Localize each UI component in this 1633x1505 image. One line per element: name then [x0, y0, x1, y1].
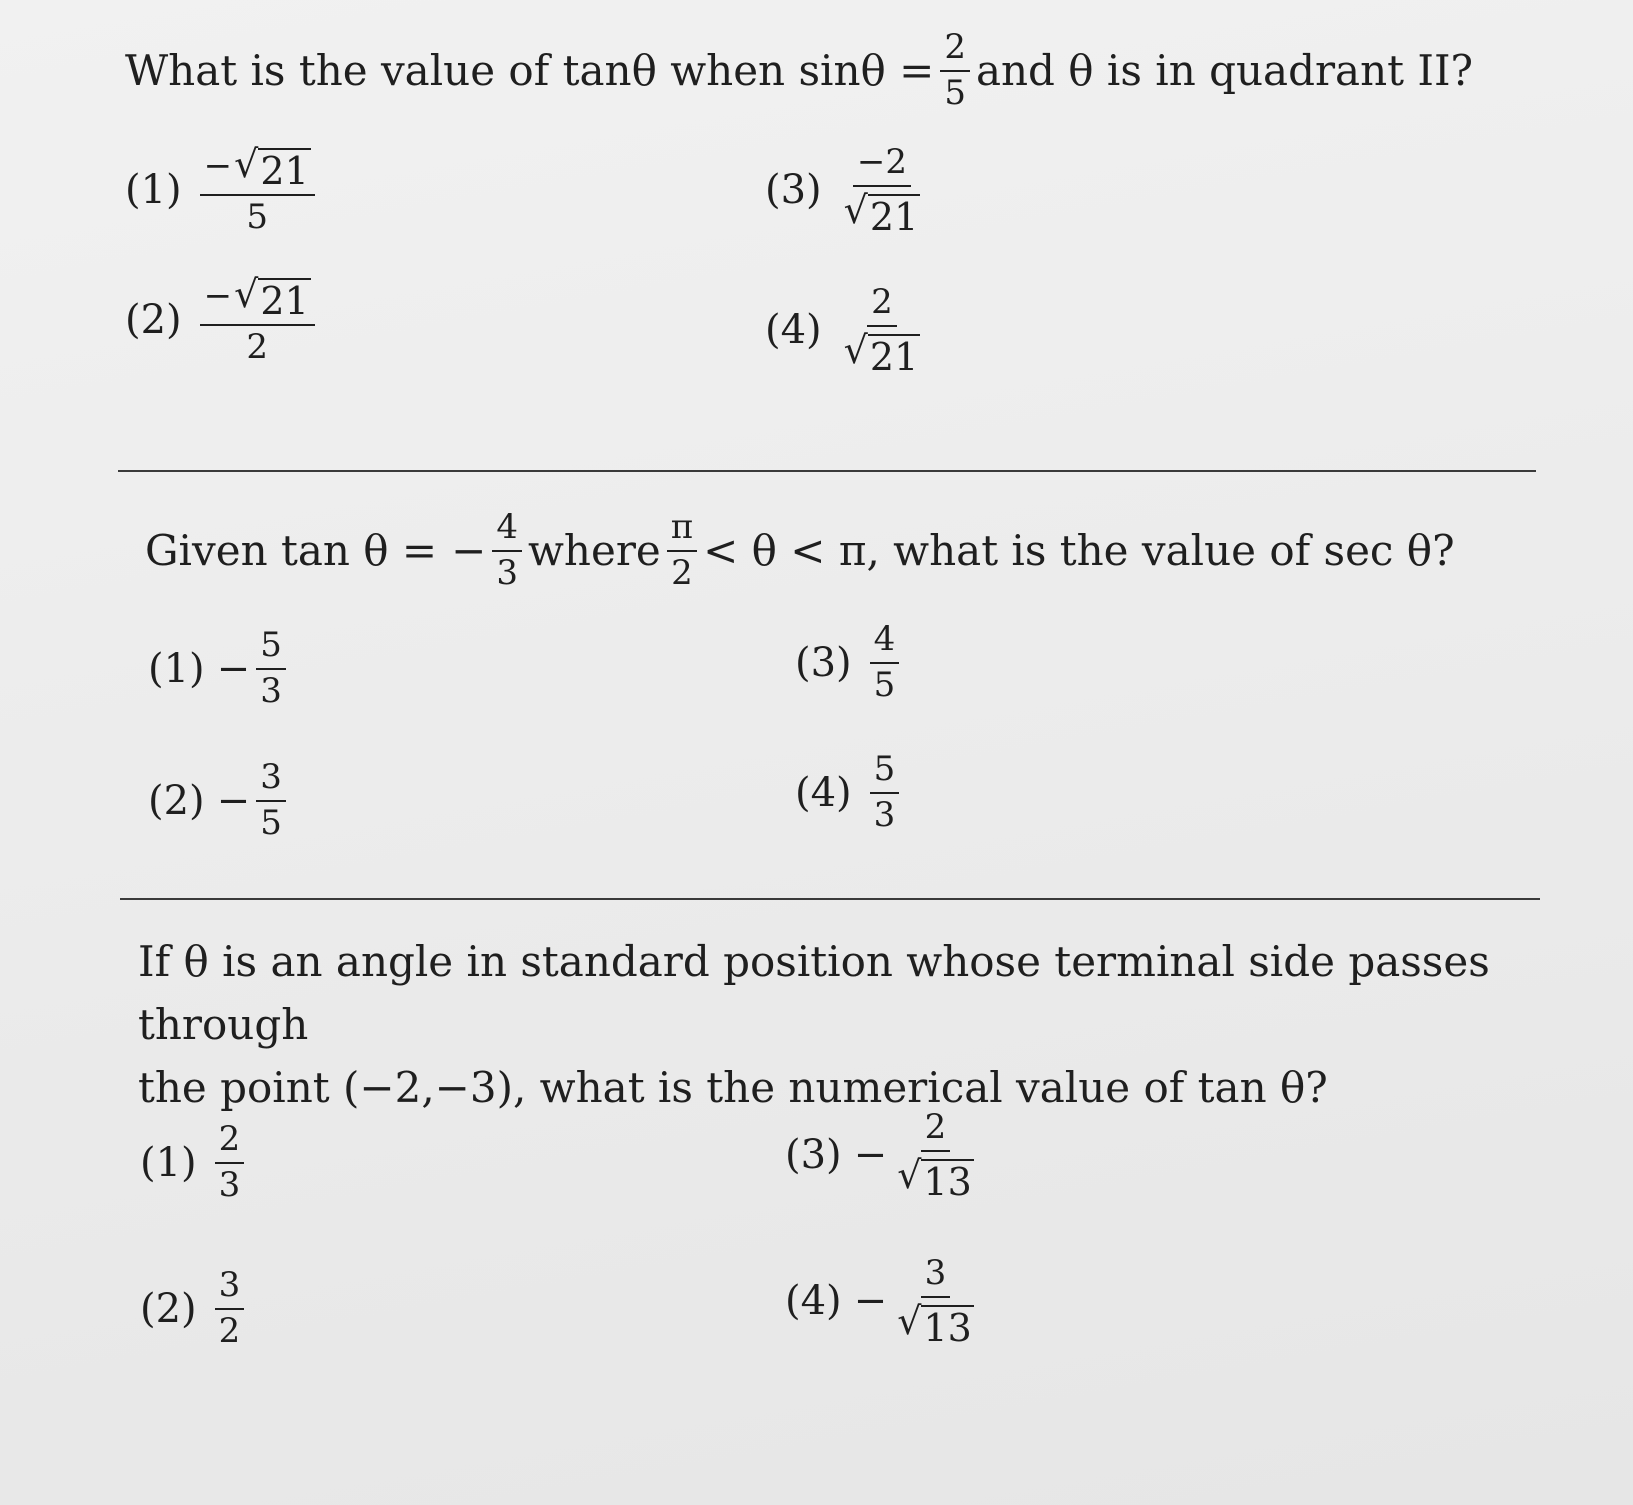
fraction-denominator: 2 [671, 552, 693, 593]
fraction-denominator [893, 1298, 978, 1350]
fraction-denominator: 3 [873, 794, 896, 835]
option-fraction [870, 619, 900, 705]
fraction-denominator: 5 [260, 802, 282, 843]
radical-icon: √ [897, 1298, 922, 1343]
fraction-numerator: 2 [867, 285, 897, 327]
minus-sign: − [216, 777, 251, 824]
option-label: (2) [148, 777, 205, 824]
option-fraction [215, 1119, 245, 1205]
option-label: (3) [795, 639, 852, 686]
option-fraction [870, 749, 900, 835]
q2-option-3[interactable] [795, 619, 905, 705]
question-2-fraction-1 [492, 507, 522, 593]
fraction-denominator [840, 327, 925, 379]
question-1-text-b: and θ is in quadrant II? [975, 45, 1474, 95]
option-label: (1) [148, 645, 205, 692]
fraction-numerator: π [667, 510, 697, 552]
option-label: (1) [125, 167, 182, 214]
q2-option-4[interactable] [795, 749, 905, 835]
radical-icon: √ [234, 272, 259, 316]
fraction-numerator: 5 [870, 752, 900, 794]
radical-icon: √ [843, 327, 868, 372]
option-fraction [256, 757, 286, 843]
square-root [234, 142, 311, 193]
fraction-numerator [200, 272, 315, 326]
fraction-numerator: 3 [256, 760, 286, 802]
minus-sign: − [853, 1278, 888, 1325]
q2-option-2[interactable] [148, 757, 292, 843]
fraction-denominator: 5 [944, 72, 966, 113]
radicand: 21 [869, 194, 919, 239]
option-label: (3) [765, 167, 822, 214]
option-fraction [893, 1253, 978, 1350]
option-label: (1) [140, 1139, 197, 1186]
option-label: (4) [785, 1278, 842, 1325]
fraction-denominator: 5 [873, 664, 896, 705]
option-label: (4) [765, 307, 822, 354]
radicand: 13 [923, 1159, 972, 1204]
fraction-denominator: 2 [246, 327, 269, 367]
option-fraction [840, 282, 925, 379]
radical-icon: √ [234, 142, 259, 186]
fraction-denominator [840, 187, 925, 239]
radical-icon: √ [897, 1152, 922, 1197]
option-label: (2) [140, 1285, 197, 1332]
minus-sign: − [451, 525, 487, 575]
fraction-numerator: −2 [853, 145, 911, 187]
option-fraction [893, 1107, 978, 1204]
option-fraction [200, 272, 315, 367]
option-label: (3) [785, 1132, 842, 1179]
radicand: 13 [923, 1305, 972, 1350]
option-label: (4) [795, 769, 852, 816]
q3-option-2[interactable] [140, 1265, 250, 1351]
fraction-numerator: 3 [215, 1268, 245, 1310]
q3-option-3[interactable] [785, 1107, 984, 1204]
radicand: 21 [260, 279, 309, 323]
option-label: (2) [125, 297, 182, 344]
option-fraction [256, 625, 286, 711]
fraction-denominator: 2 [218, 1310, 241, 1351]
radicand: 21 [260, 149, 309, 193]
minus-sign: − [853, 1132, 888, 1179]
radical-icon: √ [843, 187, 868, 232]
q3-option-4[interactable] [785, 1253, 984, 1350]
minus-sign: − [203, 276, 233, 316]
fraction-numerator: 4 [492, 510, 522, 552]
fraction-numerator: 2 [940, 30, 970, 72]
option-fraction [200, 142, 315, 237]
question-2-text-c: < θ < π, what is the value of sec θ? [703, 525, 1455, 575]
square-root [897, 1298, 974, 1350]
minus-sign: − [203, 146, 233, 186]
question-3-stem [138, 930, 1538, 1119]
q3-option-1[interactable] [140, 1119, 250, 1205]
question-2-fraction-2 [667, 507, 697, 593]
q2-option-1[interactable] [148, 625, 292, 711]
fraction-denominator: 3 [496, 552, 518, 593]
question-3-line-2: the point (−2,−3), what is the numerical value of tan θ? [138, 1063, 1328, 1112]
fraction-numerator [200, 142, 315, 196]
question-1-fraction [940, 27, 970, 113]
square-root [843, 327, 921, 379]
radicand: 21 [869, 334, 919, 379]
square-root [843, 187, 921, 239]
fraction-numerator: 5 [256, 628, 286, 670]
minus-sign: − [216, 645, 251, 692]
section-divider [120, 898, 1540, 900]
question-1-stem [125, 27, 1474, 113]
question-1-text-a: What is the value of tanθ when sinθ = [125, 45, 935, 95]
option-fraction [215, 1265, 245, 1351]
fraction-denominator: 5 [246, 197, 269, 237]
q1-option-1[interactable] [125, 142, 321, 237]
q1-option-4[interactable] [765, 282, 930, 379]
section-divider [118, 470, 1536, 472]
question-2-text-b: where [527, 525, 661, 575]
square-root [234, 272, 311, 323]
q1-option-2[interactable] [125, 272, 321, 367]
fraction-denominator: 3 [260, 670, 282, 711]
question-2-text-a: Given tan θ = [145, 525, 438, 575]
fraction-numerator: 3 [921, 1256, 951, 1298]
fraction-denominator: 3 [218, 1164, 241, 1205]
option-fraction [840, 142, 925, 239]
fraction-numerator: 4 [870, 622, 900, 664]
question-2-stem [145, 507, 1455, 593]
question-3-line-1: If θ is an angle in standard position whose terminal side passes through [138, 937, 1490, 1049]
fraction-denominator [893, 1152, 978, 1204]
fraction-numerator: 2 [215, 1122, 245, 1164]
q1-option-3[interactable] [765, 142, 930, 239]
fraction-numerator: 2 [921, 1110, 951, 1152]
square-root [897, 1152, 974, 1204]
